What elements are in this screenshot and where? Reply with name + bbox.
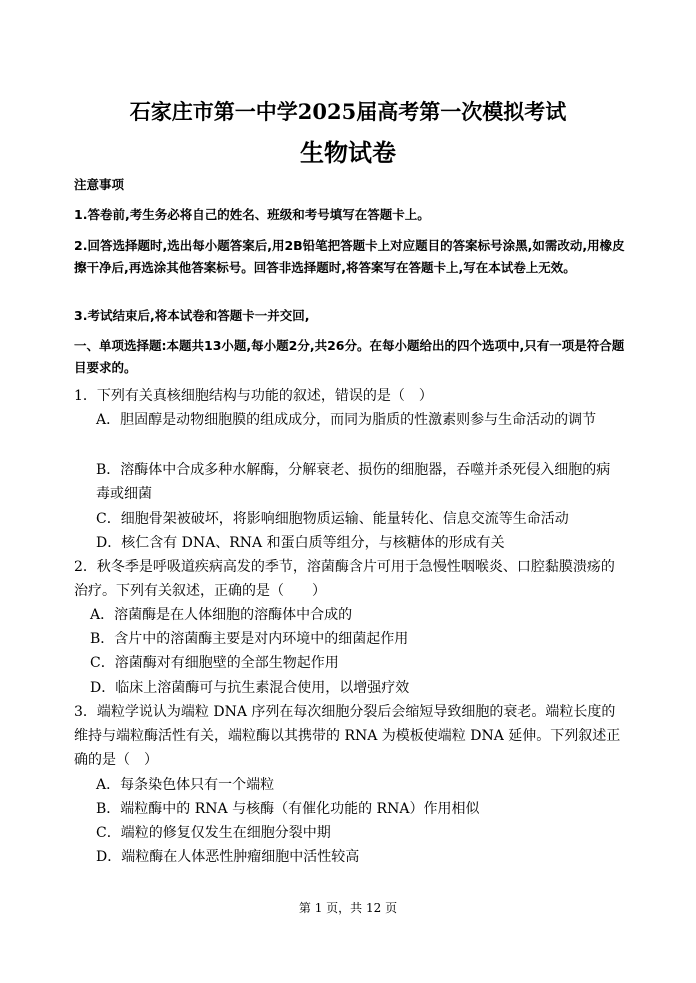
question-2-stem: 2．秋冬季是呼吸道疾病高发的季节，溶菌酶含片可用于急慢性咽喉炎、口腔黏膜溃疡的治疗。下列有关叙述，正确的是（ ） (74, 559, 615, 599)
question-2-option-c: C．溶菌酶对有细胞壁的全部生物起作用 (90, 655, 339, 671)
question-2-option-d: D．临床上溶菌酶可与抗生素混合使用，以增强疗效 (90, 680, 410, 696)
page-number: 第 1 页，共 12 页 (298, 901, 398, 915)
question-3-option-a: A．每条染色体只有一个端粒 (96, 777, 275, 793)
notice-heading: 注意事项 (74, 177, 125, 192)
question-3-option-c: C．端粒的修复仅发生在细胞分裂中期 (96, 825, 331, 841)
question-1-option-d: D．核仁含有 DNA、RNA 和蛋白质等组分，与核糖体的形成有关 (96, 535, 505, 551)
notice-item-3: 3.考试结束后,将本试卷和答题卡一并交回, (74, 308, 310, 323)
question-3-option-b: B．端粒酶中的 RNA 与核酶（有催化功能的 RNA）作用相似 (96, 801, 480, 817)
question-1-option-b: B．溶酶体中合成多种水解酶，分解衰老、损伤的细胞器，吞噬并杀死侵入细胞的病毒或细菌 (96, 462, 611, 502)
question-2-option-a: A．溶菌酶是在人体细胞的溶酶体中合成的 (90, 607, 353, 623)
section-heading: 一、单项选择题:本题共13小题,每小题2分,共26分。在每小题给出的四个选项中,只有一项是符合题目要求的。 (74, 338, 625, 375)
question-2-option-b: B．含片中的溶菌酶主要是对内环境中的细菌起作用 (90, 631, 409, 647)
question-1-option-a: A．胆固醇是动物细胞膜的组成成分，而同为脂质的性激素则参与生命活动的调节 (96, 412, 597, 428)
question-1-stem: 1．下列有关真核细胞结构与功能的叙述，错误的是（ ） (74, 388, 433, 404)
exam-subtitle: 生物试卷 (300, 138, 396, 167)
notice-item-1: 1.答卷前,考生务必将自己的姓名、班级和考号填写在答题卡上。 (74, 207, 430, 222)
question-1-option-c: C．细胞骨架被破坏，将影响细胞物质运输、能量转化、信息交流等生命活动 (96, 511, 569, 527)
notice-item-2: 2.回答选择题时,选出每小题答案后,用2B铅笔把答题卡上对应题目的答案标号涂黑,如需改动,用橡皮擦干净后,再选涂其他答案标号。回答非选择题时,将答案写在答题卡上,写在本试卷上无效。 (74, 238, 625, 275)
question-3-stem: 3．端粒学说认为端粒 DNA 序列在每次细胞分裂后会缩短导致细胞的衰老。端粒长度的维持与端粒酶活性有关，端粒酶以其携带的 RNA 为模板使端粒 DNA 延伸。下列叙述正确的是（ ） (74, 704, 621, 768)
exam-title: 石家庄市第一中学2025届高考第一次模拟考试 (129, 99, 567, 124)
question-3-option-d: D．端粒酶在人体恶性肿瘤细胞中活性较高 (96, 849, 360, 865)
